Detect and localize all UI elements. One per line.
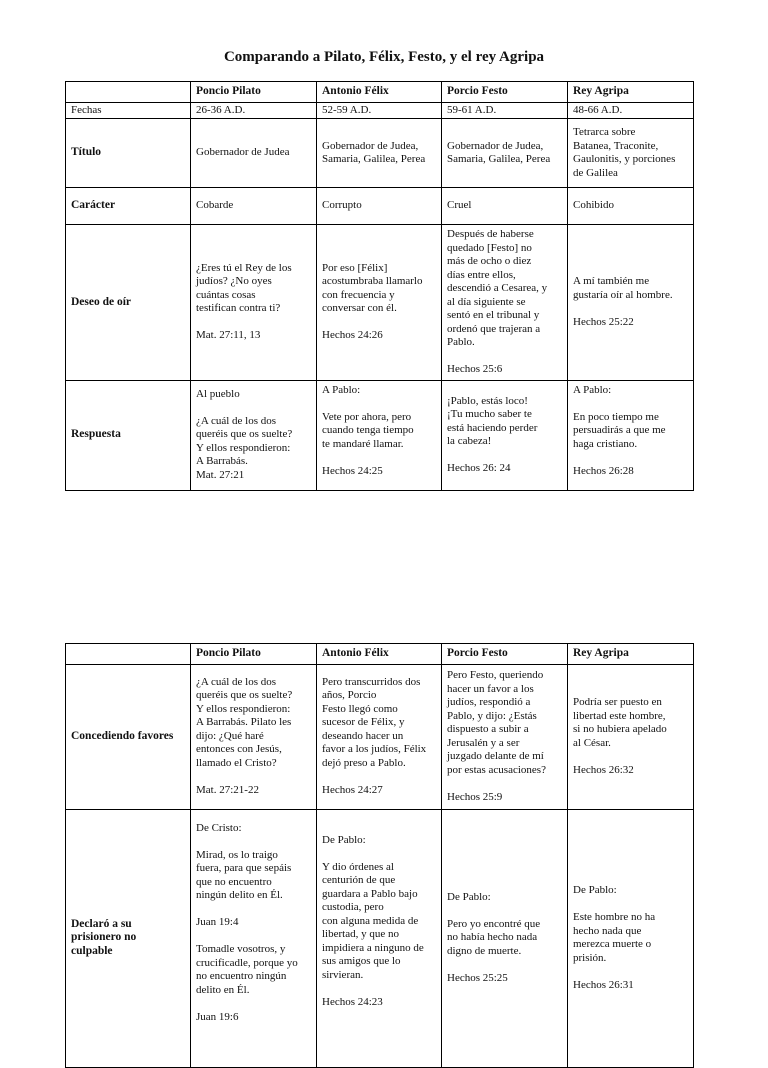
row-label-titulo: Título (66, 119, 191, 188)
table-cell: Cobarde (191, 188, 317, 225)
row-label-fechas: Fechas (66, 102, 191, 119)
row-label-deseo-de-oir: Deseo de oír (66, 225, 191, 381)
table-cell: 26-36 A.D. (191, 102, 317, 119)
header-cell-felix: Antonio Félix (317, 644, 442, 665)
table-row-concediendo-favores (66, 664, 694, 809)
table-cell: Después de haberse quedado [Festo] no más de ocho o diez días entre ellos, descendió a Cesarea, y al día siguiente se sentó en el tribunal y ordenó que trajeran a Pablo. Hechos 25:6 (442, 225, 568, 381)
table-cell: De Pablo: Este hombre no ha hecho nada que merezca muerte o prisión. Hechos 26:31 (568, 809, 694, 1067)
table-cell: 52-59 A.D. (317, 102, 442, 119)
header-cell-empty (66, 644, 191, 665)
table-cell: 59-61 A.D. (442, 102, 568, 119)
header-cell-empty (66, 82, 191, 103)
table-cell: Gobernador de Judea (191, 119, 317, 188)
table-cell: Corrupto (317, 188, 442, 225)
table-cell: Pero transcurridos dos años, Porcio Festo llegó como sucesor de Félix, y deseando hacer un favor a los judíos, Félix dejó preso a Pablo. Hechos 24:27 (317, 664, 442, 809)
table-cell: Tetrarca sobre Batanea, Traconite, Gaulonitis, y porciones de Galilea (568, 119, 694, 188)
table-cell: De Pablo: Pero yo encontré que no había hecho nada digno de muerte. Hechos 25:25 (442, 809, 568, 1067)
table-cell: Gobernador de Judea, Samaria, Galilea, Perea (442, 119, 568, 188)
header-cell-festo: Porcio Festo (442, 644, 568, 665)
header-cell-pilato: Poncio Pilato (191, 82, 317, 103)
table-cell: Cruel (442, 188, 568, 225)
header-cell-felix: Antonio Félix (317, 82, 442, 103)
table-cell: ¡Pablo, estás loco! ¡Tu mucho saber te está haciendo perder la cabeza! Hechos 26: 24 (442, 380, 568, 490)
header-cell-agripa: Rey Agripa (568, 82, 694, 103)
table-cell: Al pueblo ¿A cuál de los dos queréis que os suelte? Y ellos respondieron: A Barrabás. Mat. 27:21 (191, 380, 317, 490)
table-cell: A Pablo: Vete por ahora, pero cuando tenga tiempo te mandaré llamar. Hechos 24:25 (317, 380, 442, 490)
header-cell-pilato: Poncio Pilato (191, 644, 317, 665)
table-cell: Podría ser puesto en libertad este hombre, si no hubiera apelado al César. Hechos 26:32 (568, 664, 694, 809)
header-cell-agripa: Rey Agripa (568, 644, 694, 665)
row-label-declaro-no-culpable: Declaró a su prisionero no culpable (66, 809, 191, 1067)
table-row-respuesta (66, 380, 694, 490)
table-cell: ¿Eres tú el Rey de los judíos? ¿No oyes cuántas cosas testifican contra ti? Mat. 27:11, 13 (191, 225, 317, 381)
comparison-table-1 (65, 81, 694, 491)
table-cell: A Pablo: En poco tiempo me persuadirás a que me haga cristiano. Hechos 26:28 (568, 380, 694, 490)
table-cell: De Cristo: Mirad, os lo traigo fuera, para que sepáis que no encuentro ningún delito en Él. Juan 19:4 Tomadle vosotros, y crucificadle, porque yo no encuentro ningún delito en Él. Juan 19:6 (191, 809, 317, 1067)
table-cell: Por eso [Félix] acostumbraba llamarlo con frecuencia y conversar con él. Hechos 24:26 (317, 225, 442, 381)
table-header-row (66, 644, 694, 665)
table-header-row (66, 82, 694, 103)
table-cell: Pero Festo, queriendo hacer un favor a los judíos, respondió a Pablo, y dijo: ¿Estás dispuesto a subir a Jerusalén y a ser juzgado delante de mí por estas acusaciones? Hechos 25:9 (442, 664, 568, 809)
table-row-declaro-no-culpable (66, 809, 694, 1067)
table-cell: A mí también me gustaría oír al hombre. Hechos 25:22 (568, 225, 694, 381)
table-row-caracter (66, 188, 694, 225)
comparison-table-2 (65, 643, 694, 1068)
document-title: Comparando a Pilato, Félix, Festo, y el rey Agripa (223, 49, 545, 65)
table-row-titulo (66, 119, 694, 188)
table-row-deseo-de-oir (66, 225, 694, 381)
table-cell: Cohibido (568, 188, 694, 225)
table-row-fechas (66, 102, 694, 119)
table-cell: ¿A cuál de los dos queréis que os suelte? Y ellos respondieron: A Barrabás. Pilato les dijo: ¿Qué haré entonces con Jesús, llamado el Cristo? Mat. 27:21-22 (191, 664, 317, 809)
row-label-respuesta: Respuesta (66, 380, 191, 490)
table-cell: Gobernador de Judea, Samaria, Galilea, Perea (317, 119, 442, 188)
table-cell: 48-66 A.D. (568, 102, 694, 119)
table-cell: De Pablo: Y dio órdenes al centurión de que guardara a Pablo bajo custodia, pero con alguna medida de libertad, y que no impidiera a ninguno de sus amigos que lo sirvieran. Hechos 24:23 (317, 809, 442, 1067)
header-cell-festo: Porcio Festo (442, 82, 568, 103)
row-label-caracter: Carácter (66, 188, 191, 225)
row-label-concediendo-favores: Concediendo favores (66, 664, 191, 809)
